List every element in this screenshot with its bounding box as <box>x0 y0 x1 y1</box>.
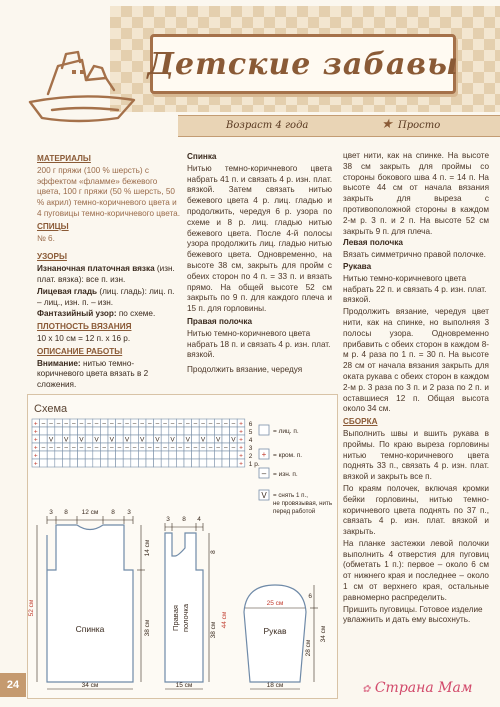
right-front-text-2-start: Продолжить вязание, чередуя <box>187 365 303 375</box>
chart-symbol: – <box>155 420 160 428</box>
chart-cell <box>131 451 139 459</box>
chart-cell <box>47 459 55 467</box>
chart-symbol: V <box>216 436 221 444</box>
sleeve-text-2: Продолжить вязание, чередуя цвет нити, как на спинке, но выполняя 3 полосы узора. Одновременно прибавить с обеих сторон в каждом 8-м р. 4 раза по 1 п. = 30 п. На высоте 28 см от начала вязания закрыть для оката рукава с обеих сторон в каждом 2-м р. 3 раза по 3 п. и 2 раза по 2 п. и оставшиеся 12 п. Общая высота около 34 см. <box>343 307 489 414</box>
chart-cell <box>161 435 169 443</box>
chart-cell <box>154 427 162 435</box>
chart-symbol: – <box>223 420 228 428</box>
chart-symbol: V <box>231 436 236 444</box>
chart-symbol: – <box>208 444 213 452</box>
chart-row-label: 5 <box>248 429 253 436</box>
chart-cell <box>176 435 184 443</box>
chart-cell <box>192 435 200 443</box>
chart-cell <box>192 459 200 467</box>
chart-symbol: – <box>223 444 228 452</box>
chart-cell <box>146 451 154 459</box>
chart-symbol: – <box>41 444 46 452</box>
chart-symbol: – <box>109 444 114 452</box>
chart-symbol: V <box>79 436 84 444</box>
star-icon: ★ <box>381 117 393 132</box>
chart-symbol: – <box>178 420 183 428</box>
back-side-label: 38 см <box>144 619 151 637</box>
chart-symbol: – <box>140 444 145 452</box>
chart-cell <box>222 451 230 459</box>
chart-cell <box>138 427 146 435</box>
chart-symbol: – <box>216 420 221 428</box>
chart-symbol: – <box>201 420 205 428</box>
chart-cell <box>131 427 139 435</box>
chart-cell <box>93 427 101 435</box>
chart-cell <box>93 451 101 459</box>
chart-cell <box>123 451 131 459</box>
chart-cell <box>184 451 192 459</box>
page-title: Детские забавы <box>147 46 459 82</box>
chart-symbol: + <box>239 420 243 428</box>
chart-cell <box>192 427 200 435</box>
chart-cell <box>176 459 184 467</box>
chart-symbol: – <box>79 420 84 428</box>
chart-cell <box>100 427 108 435</box>
chart-cell <box>85 451 93 459</box>
left-front-heading: Левая полочка <box>343 238 403 248</box>
chart-cell <box>146 427 154 435</box>
legend-symbol: + <box>261 450 267 459</box>
chart-symbol: – <box>94 444 99 452</box>
chart-cell <box>138 459 146 467</box>
chart-cell <box>70 427 78 435</box>
difficulty-label: Просто <box>398 120 441 131</box>
back-text: Нитью темно-коричневого цвета набрать 41 п. и связать 4 р. изн. плат. вязкой. Затем связать нитью бежевого цвета 4 р. лиц. гладью и продолжить, чередуя 6 р. узора по схеме и 8 р. лиц. гладью нитью бежевого цвета. После 4-й полосы узора продолжить лиц. гладью нитью бежевого цвета. Одновременно, на высоте 38 см, закрыть для пройм с обеих сторон по 4 п. = 33 п. и вязать прямо. На общей высоте 52 см закрыть по 9 п. для каждого плеча и 15 п. для горловины. <box>187 163 332 314</box>
attention-text: Внимание: нитью темно-коричневого цвета вязать в 2 сложения. <box>37 358 149 390</box>
assembly-text-2: По краям полочек, включая кромки бейки горловины, нитью темно-коричневого цвета поднять по 37 п., связать 4 р. изн. плат. вязкой и закрыть. <box>343 483 489 537</box>
chart-symbol: – <box>64 420 69 428</box>
chart-symbol: – <box>87 444 91 452</box>
chart-symbol: – <box>94 420 99 428</box>
chart-symbol: – <box>185 420 190 428</box>
back-heading: Спинка <box>187 152 217 161</box>
chart-symbol: – <box>140 420 145 428</box>
chart-cell <box>62 459 70 467</box>
chart-symbol: V <box>155 436 160 444</box>
chart-cell <box>55 451 63 459</box>
sleeve-right-label: 34 см <box>320 625 327 643</box>
sleeve-heading: Рукава <box>343 261 372 271</box>
chart-cell <box>222 427 230 435</box>
chart-symbol: V <box>170 436 175 444</box>
sleeve-side-label: 6 <box>308 593 312 600</box>
sleeve-label: Рукав <box>263 626 287 636</box>
pattern-3: Фантазийный узор: по схеме. <box>37 309 156 319</box>
front-side-label: 8 <box>210 550 217 554</box>
chart-symbol: V <box>109 436 114 444</box>
chart-symbol: – <box>147 420 152 428</box>
chart-symbol: – <box>102 444 107 452</box>
chart-cell <box>161 459 169 467</box>
materials-heading: МАТЕРИАЛЫ <box>37 154 91 163</box>
chart-cell <box>55 435 63 443</box>
chart-symbol: V <box>140 436 145 444</box>
needles-text: № 6. <box>37 233 55 243</box>
back-side-label: 52 см <box>28 599 35 617</box>
chart-cell <box>184 459 192 467</box>
right-front-heading: Правая полочка <box>187 316 253 326</box>
chart-cell <box>131 459 139 467</box>
chart-cell <box>199 459 207 467</box>
chart-symbol: + <box>239 444 243 452</box>
chart-cell <box>146 435 154 443</box>
chart-cell <box>154 451 162 459</box>
sleeve-side-label: 28 см <box>305 639 312 657</box>
chart-symbol: – <box>231 420 236 428</box>
front-side-label: 44 см <box>221 611 228 629</box>
chart-symbol: – <box>41 420 46 428</box>
chart-symbol: + <box>239 452 243 460</box>
chart-cell <box>230 427 238 435</box>
schema-title: Схема <box>34 403 68 415</box>
materials-text: 200 г пряжи (100 % шерсть) с эффектом «фламме» бежевого цвета, 100 г пряжи (50 % шерсть, 50 % акрил) темно-коричневого цвета и 4 пуговицы темно-коричневого цвета. <box>37 165 180 218</box>
sleeve-bottom-label: 18 см <box>266 682 284 689</box>
chart-symbol: – <box>79 444 84 452</box>
chart-symbol: + <box>239 436 243 444</box>
back-top-label: 12 см <box>81 509 99 516</box>
chart-row-label: 3 <box>248 445 253 452</box>
chart-symbol: + <box>33 460 38 468</box>
chart-symbol: – <box>185 444 190 452</box>
chart-cell <box>207 451 215 459</box>
chart-cell <box>40 435 48 443</box>
chart-cell <box>70 435 78 443</box>
back-top-label: 8 <box>64 509 68 516</box>
chart-symbol: – <box>109 420 114 428</box>
front-top-label: 8 <box>182 516 186 523</box>
chart-symbol: + <box>33 444 38 452</box>
chart-symbol: – <box>193 420 198 428</box>
chart-symbol: V <box>124 436 130 444</box>
chart-cell <box>100 435 108 443</box>
density-text: 10 х 10 см = 12 п. х 16 р. <box>37 333 131 343</box>
chart-symbol: – <box>231 444 236 452</box>
front-label: Правая <box>171 605 180 631</box>
chart-cell <box>40 459 48 467</box>
chart-cell <box>161 427 169 435</box>
chart-cell <box>108 451 116 459</box>
chart-cell <box>116 451 124 459</box>
sleeve-top-label: 25 см <box>266 600 284 607</box>
chart-cell <box>214 459 222 467</box>
chart-symbol: – <box>71 420 76 428</box>
chart-row-label: 6 <box>248 421 253 428</box>
back-bottom-label: 34 см <box>81 682 99 689</box>
back-piece-outline <box>47 525 133 682</box>
legend-text: перед работой <box>273 508 316 515</box>
legend-text: не провязывая, нить <box>273 500 333 507</box>
chart-cell <box>85 427 93 435</box>
chart-row-label: 2 <box>248 453 253 460</box>
chart-cell <box>192 451 200 459</box>
back-top-label: 3 <box>127 509 131 516</box>
chart-cell <box>47 451 55 459</box>
chart-symbol: V <box>185 436 190 444</box>
chart-symbol: + <box>239 460 243 468</box>
density-heading: ПЛОТНОСТЬ ВЯЗАНИЯ <box>37 322 132 332</box>
assembly-text-3: На планке застежки левой полочки выполнить 4 отверстия для пуговиц (обметать 1 п.): первое – около 6 см от нижнего края и последнее – около 1 см от верхнего края, остальные равномерно распределить. <box>343 538 489 602</box>
left-front-text: Вязать симметрично правой полочке. <box>343 250 486 260</box>
chart-symbol: – <box>193 444 198 452</box>
chart-cell <box>100 451 108 459</box>
legend-text: = снять 1 п., <box>273 492 308 499</box>
chart-symbol: – <box>49 420 53 428</box>
chart-symbol: – <box>125 444 129 452</box>
legend <box>259 425 332 515</box>
chart-cell <box>184 427 192 435</box>
page-number: 24 <box>0 673 26 697</box>
chart-symbol: – <box>125 420 129 428</box>
watermark-icon: ✿ <box>362 684 371 695</box>
chart-symbol: – <box>132 444 137 452</box>
front-top-label: 3 <box>166 516 170 523</box>
legend-swatch <box>259 425 269 435</box>
chart-cell <box>222 459 230 467</box>
chart-cell <box>199 427 207 435</box>
chart-cell <box>85 435 93 443</box>
chart-symbol: V <box>64 436 69 444</box>
chart-cell <box>123 427 131 435</box>
chart-symbol: – <box>117 444 122 452</box>
chart-cell <box>40 427 48 435</box>
chart-symbol: V <box>94 436 99 444</box>
chart-cell <box>108 459 116 467</box>
chart-symbol: + <box>239 428 243 436</box>
assembly-text-1: Выполнить швы и вшить рукава в проймы. По краю выреза горловины нитью темно-коричневого цвета поднять 33 п., связать 4 р. изн. плат. вязкой и закрыть все п. <box>343 428 489 482</box>
pattern-pieces <box>28 509 327 689</box>
chart-symbol: – <box>56 444 61 452</box>
chart-cell <box>138 451 146 459</box>
chart-symbol: – <box>132 420 137 428</box>
age-label: Возраст 4 года <box>226 120 309 131</box>
chart-cell <box>176 427 184 435</box>
chart-cell <box>207 427 215 435</box>
legend-text: = изн. п. <box>273 471 298 478</box>
legend-symbol: V <box>261 491 267 500</box>
patterns-heading: УЗОРЫ <box>37 252 67 262</box>
chart-cell <box>62 427 70 435</box>
chart-cell <box>47 427 55 435</box>
chart-symbol: – <box>170 444 175 452</box>
chart-cell <box>78 427 86 435</box>
chart-cell <box>207 435 215 443</box>
chart-symbol: – <box>208 420 213 428</box>
stitch-chart <box>32 419 260 468</box>
chart-cell <box>214 427 222 435</box>
chart-cell <box>123 459 131 467</box>
chart-cell <box>230 459 238 467</box>
chart-cell <box>161 451 169 459</box>
chart-cell <box>93 459 101 467</box>
chart-symbol: + <box>33 428 38 436</box>
front-top-label: 4 <box>197 516 201 523</box>
chart-cell <box>169 451 177 459</box>
chart-cell <box>146 459 154 467</box>
chart-symbol: – <box>216 444 221 452</box>
chart-cell <box>116 427 124 435</box>
right-front-text-1: Нитью темно-коричневого цвета набрать 18 п. и связать 4 р. изн. плат. вязкой. <box>187 328 331 360</box>
chart-symbol: – <box>49 444 53 452</box>
chart-symbol: V <box>48 436 54 444</box>
chart-cell <box>207 459 215 467</box>
chart-cell <box>78 451 86 459</box>
chart-cell <box>131 435 139 443</box>
legend-text: = лиц. п. <box>273 428 299 435</box>
chart-symbol: + <box>33 436 38 444</box>
back-side-label: 14 см <box>144 539 151 557</box>
chart-row-label: 4 <box>248 437 253 444</box>
chart-cell <box>199 451 207 459</box>
back-label: Спинка <box>75 624 105 634</box>
chart-symbol: + <box>33 452 38 460</box>
chart-symbol: – <box>87 420 91 428</box>
chart-cell <box>70 459 78 467</box>
chart-symbol: – <box>170 420 175 428</box>
pattern-1: Изнаночная платочная вязка (изн. плат. вязка): все п. изн. <box>37 264 175 284</box>
chart-cell <box>176 451 184 459</box>
legend-text: = кром. п. <box>273 452 303 459</box>
chart-cell <box>116 459 124 467</box>
chart-symbol: – <box>117 420 122 428</box>
needles-heading: СПИЦЫ <box>37 221 69 231</box>
front-side-label: 38 см <box>210 621 217 639</box>
chart-cell <box>169 459 177 467</box>
chart-cell <box>78 459 86 467</box>
chart-symbol: – <box>71 444 76 452</box>
chart-cell <box>169 427 177 435</box>
pattern-2: Лицевая гладь (лиц. гладь): лиц. п. – лиц., изн. п. – изн. <box>37 286 175 307</box>
chart-symbol: – <box>178 444 183 452</box>
back-top-label: 3 <box>49 509 53 516</box>
chart-symbol: – <box>201 444 205 452</box>
chart-symbol: – <box>102 420 107 428</box>
chart-row-label: 1 р. <box>248 461 260 468</box>
chart-cell <box>108 427 116 435</box>
front-bottom-label: 15 см <box>175 682 193 689</box>
assembly-text-4: Пришить пуговицы. Готовое изделие увлажнить и дать ему высохнуть. <box>343 604 483 625</box>
watermark: ✿ Страна Мам <box>362 680 473 696</box>
chart-cell <box>222 435 230 443</box>
chart-cell <box>230 451 238 459</box>
assembly-heading: СБОРКА <box>343 417 378 427</box>
chart-symbol: V <box>200 436 206 444</box>
chart-symbol: – <box>155 444 160 452</box>
chart-symbol: – <box>64 444 69 452</box>
chart-cell <box>62 451 70 459</box>
chart-cell <box>116 435 124 443</box>
chart-symbol: – <box>163 420 167 428</box>
right-front-text-2: цвет нити, как на спинке. На высоте 38 см закрыть для проймы со стороны бокового шва 4 п. = 14 п. На высоте 44 см от начала вязания закрыть для выреза с противоположной стороны в каждом 2-м р. 3 п. и 2 п. На высоте 52 см закрыть 9 п. для плеча. <box>343 151 489 236</box>
chart-cell <box>40 451 48 459</box>
chart-cell <box>154 459 162 467</box>
legend-symbol: – <box>261 469 267 478</box>
chart-symbol: + <box>33 420 38 428</box>
chart-symbol: – <box>56 420 61 428</box>
chart-cell <box>55 459 63 467</box>
back-top-label: 8 <box>111 509 115 516</box>
front-label: полочка <box>181 603 190 633</box>
chart-cell <box>100 459 108 467</box>
chart-cell <box>85 459 93 467</box>
chart-symbol: – <box>147 444 152 452</box>
chart-cell <box>55 427 63 435</box>
sleeve-text-1: Нитью темно-коричневого цвета набрать 22 п. и связать 4 р. изн. плат. вязкой. <box>343 273 487 305</box>
work-heading: ОПИСАНИЕ РАБОТЫ <box>37 346 123 356</box>
chart-cell <box>70 451 78 459</box>
chart-cell <box>214 451 222 459</box>
chart-symbol: – <box>163 444 167 452</box>
